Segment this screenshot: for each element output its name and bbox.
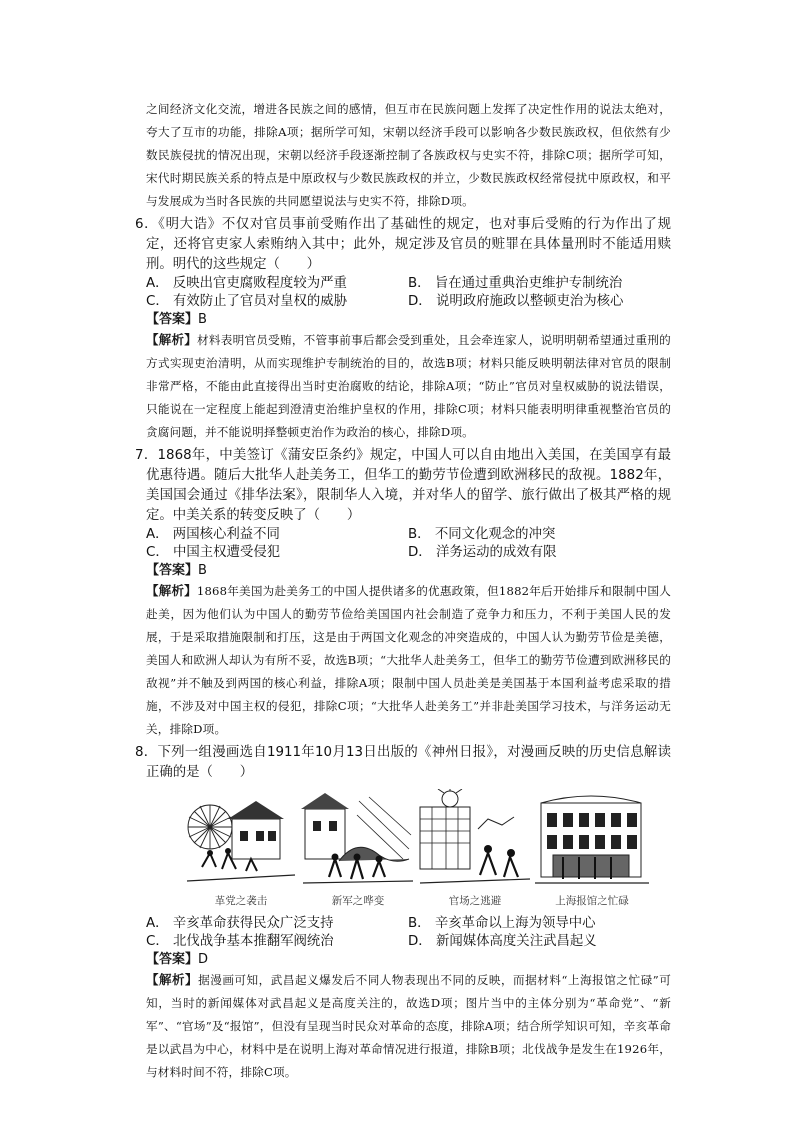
answer-tag: 【答案】 xyxy=(146,563,199,578)
exam-page xyxy=(135,98,671,1086)
analysis-tag: 【解析】 xyxy=(146,972,199,987)
comic-caption-newspaper: 上海报馆之忙碌 xyxy=(555,895,629,907)
comic-panel-mutiny xyxy=(299,789,417,889)
option-b: B． 不同文化观念的冲突 xyxy=(408,527,556,542)
question-6-stem: 6．《明大诰》不仅对官员事前受贿作出了基础性的规定，也对事后受贿的行为作出了规定，还将官吏家人索贿纳入其中；此外，规定涉及官员的赃罪在具体量刑时不能适用赎刑。明代的这些规定（ ） xyxy=(135,217,671,272)
question-8-number: 8． xyxy=(135,745,158,760)
comic-panel-newspaper xyxy=(533,789,651,889)
option-b: B． 旨在通过重典治吏维护专制统治 xyxy=(408,276,623,291)
question-6-answer xyxy=(146,311,671,328)
question-6-analysis: 【解析】材料表明官员受贿，不管事前事后都会受到重处，且会牵连家人，说明明朝希望通过重刑的方式实现吏治清明，从而实现维护专制统治的目的，故选B项；材料只能反映明朝法律对官员的限制非常严格，不能由此直接得出当时吏治腐败的结论，排除A项；“防止”官员对皇权威胁的说法错误，只能说在一定程度上能起到澄清吏治维护皇权的作用，排除C项；材料只能表明明律重视整治官员的贪腐问题，并不能说明择整顿吏治作为政治的核心，排除D项。 xyxy=(146,332,671,439)
option-a: A． 辛亥革命获得民众广泛支持 xyxy=(146,916,334,931)
option-d: D． 说明政府施政以整顿吏治为核心 xyxy=(408,294,624,309)
question-7-options xyxy=(146,526,671,562)
option-a: A． 反映出官吏腐败程度较为严重 xyxy=(146,276,347,291)
question-8-options xyxy=(146,915,671,951)
question-7 xyxy=(135,446,671,741)
option-d: D． 新闻媒体高度关注武昌起义 xyxy=(408,934,597,949)
question-7-stem: 7．1868年，中美签订《蒲安臣条约》规定，中国人可以自由地出入美国，在美国享有最优惠待遇。随后大批华人赴美务工，但华工的勤劳节俭遭到欧洲移民的敌视。1882年，美国国会通过《排华法案》，限制华人入境，并对华人的留学、旅行做出了极其严格的规定。中美关系的转变反映了（ ） xyxy=(135,448,671,523)
answer-value: D xyxy=(198,952,209,967)
question-8 xyxy=(135,743,671,1084)
option-d: D． 洋务运动的成效有限 xyxy=(408,545,557,560)
previous-analysis-continuation: 之间经济文化交流，增进各民族之间的感情，但互市在民族问题上发挥了决定性作用的说法太绝对，夸大了互市的功能，排除A项；据所学可知，宋朝以经济手段可以影响各少数民族政权，但依然有少数民族侵扰的情况出现，宋朝以经济手段逐渐控制了各族政权与史实不符，排除C项；据所学可知，宋代时期民族关系的特点是中原政权与少数民族政权的并立，少数民族政权经常侵扰中原政权，和平与发展成为当时各民族的共同愿望说法与史实不符，排除D项。 xyxy=(146,102,671,208)
comic-illustration-attack xyxy=(182,789,300,889)
answer-value: B xyxy=(198,312,207,327)
comic-panel-attack xyxy=(182,789,300,889)
option-c: C． 中国主权遭受侵犯 xyxy=(146,545,281,560)
option-a: A． 两国核心利益不同 xyxy=(146,527,280,542)
question-7-analysis: 【解析】1868年美国为赴美务工的中国人提供诸多的优惠政策，但1882年后开始排斥和限制中国人赴美，因为他们认为中国人的勤劳节俭给美国国内社会制造了竞争力和压力，不利于美国人民的发展，于是采取措施限制和打压，这是由于两国文化观念的冲突造成的，中国人认为勤劳节俭是美德，美国人和欧洲人却认为有所不妥，故选B项；“大批华人赴美务工，但华工的勤劳节俭遭到欧洲移民的敌视”并不触及到两国的核心利益，排除A项；限制中国人员赴美是美国基于本国利益考虑采取的措施，不涉及对中国主权的侵犯，排除C项；“大批华人赴美务工”并非赴美国学习技术，与洋务运动无关，排除D项。 xyxy=(146,583,671,736)
question-7-answer xyxy=(146,562,671,579)
answer-tag: 【答案】 xyxy=(146,312,199,327)
question-6-options xyxy=(146,275,671,311)
question-8-answer xyxy=(146,951,671,968)
comic-illustration-newspaper xyxy=(533,789,651,889)
comic-caption-fleeing: 官场之逃避 xyxy=(448,895,502,907)
comic-caption-mutiny: 新军之哗变 xyxy=(331,895,385,907)
option-c: C． 有效防止了官员对皇权的威胁 xyxy=(146,294,348,309)
analysis-tag: 【解析】 xyxy=(146,332,198,347)
question-7-number: 7． xyxy=(135,448,158,463)
comic-illustration-fleeing xyxy=(416,789,534,889)
comic-illustration-mutiny xyxy=(299,789,417,889)
analysis-tag: 【解析】 xyxy=(146,583,197,598)
comic-strip xyxy=(146,789,671,911)
question-8-analysis: 【解析】据漫画可知，武昌起义爆发后不同人物表现出不同的反映，而据材料“上海报馆之忙碌”可知，当时的新闻媒体对武昌起义是高度关注的，故选D项；图片当中的主体分别为“革命党”、“新军”、“官场”及“报馆”，但没有呈现当时民众对革命的态度，排除A项；结合所学知识可知，辛亥革命是以武昌为中心，材料中是在说明上海对革命情况进行报道，排除B项；北伐战争是发生在1926年，与材料时间不符，排除C项。 xyxy=(146,972,671,1079)
question-6-number: 6． xyxy=(135,217,159,232)
option-c: C． 北伐战争基本推翻军阀统治 xyxy=(146,934,334,949)
answer-tag: 【答案】 xyxy=(146,952,199,967)
comic-caption-attack: 革党之袭击 xyxy=(214,895,268,907)
answer-value: B xyxy=(198,563,207,578)
comic-panel-fleeing xyxy=(416,789,534,889)
option-b: B． 辛亥革命以上海为领导中心 xyxy=(408,916,596,931)
question-6 xyxy=(135,215,671,444)
question-8-stem: 8．下列一组漫画选自1911年10月13日出版的《神州日报》，对漫画反映的历史信息解读正确的是（ ） xyxy=(135,745,671,780)
